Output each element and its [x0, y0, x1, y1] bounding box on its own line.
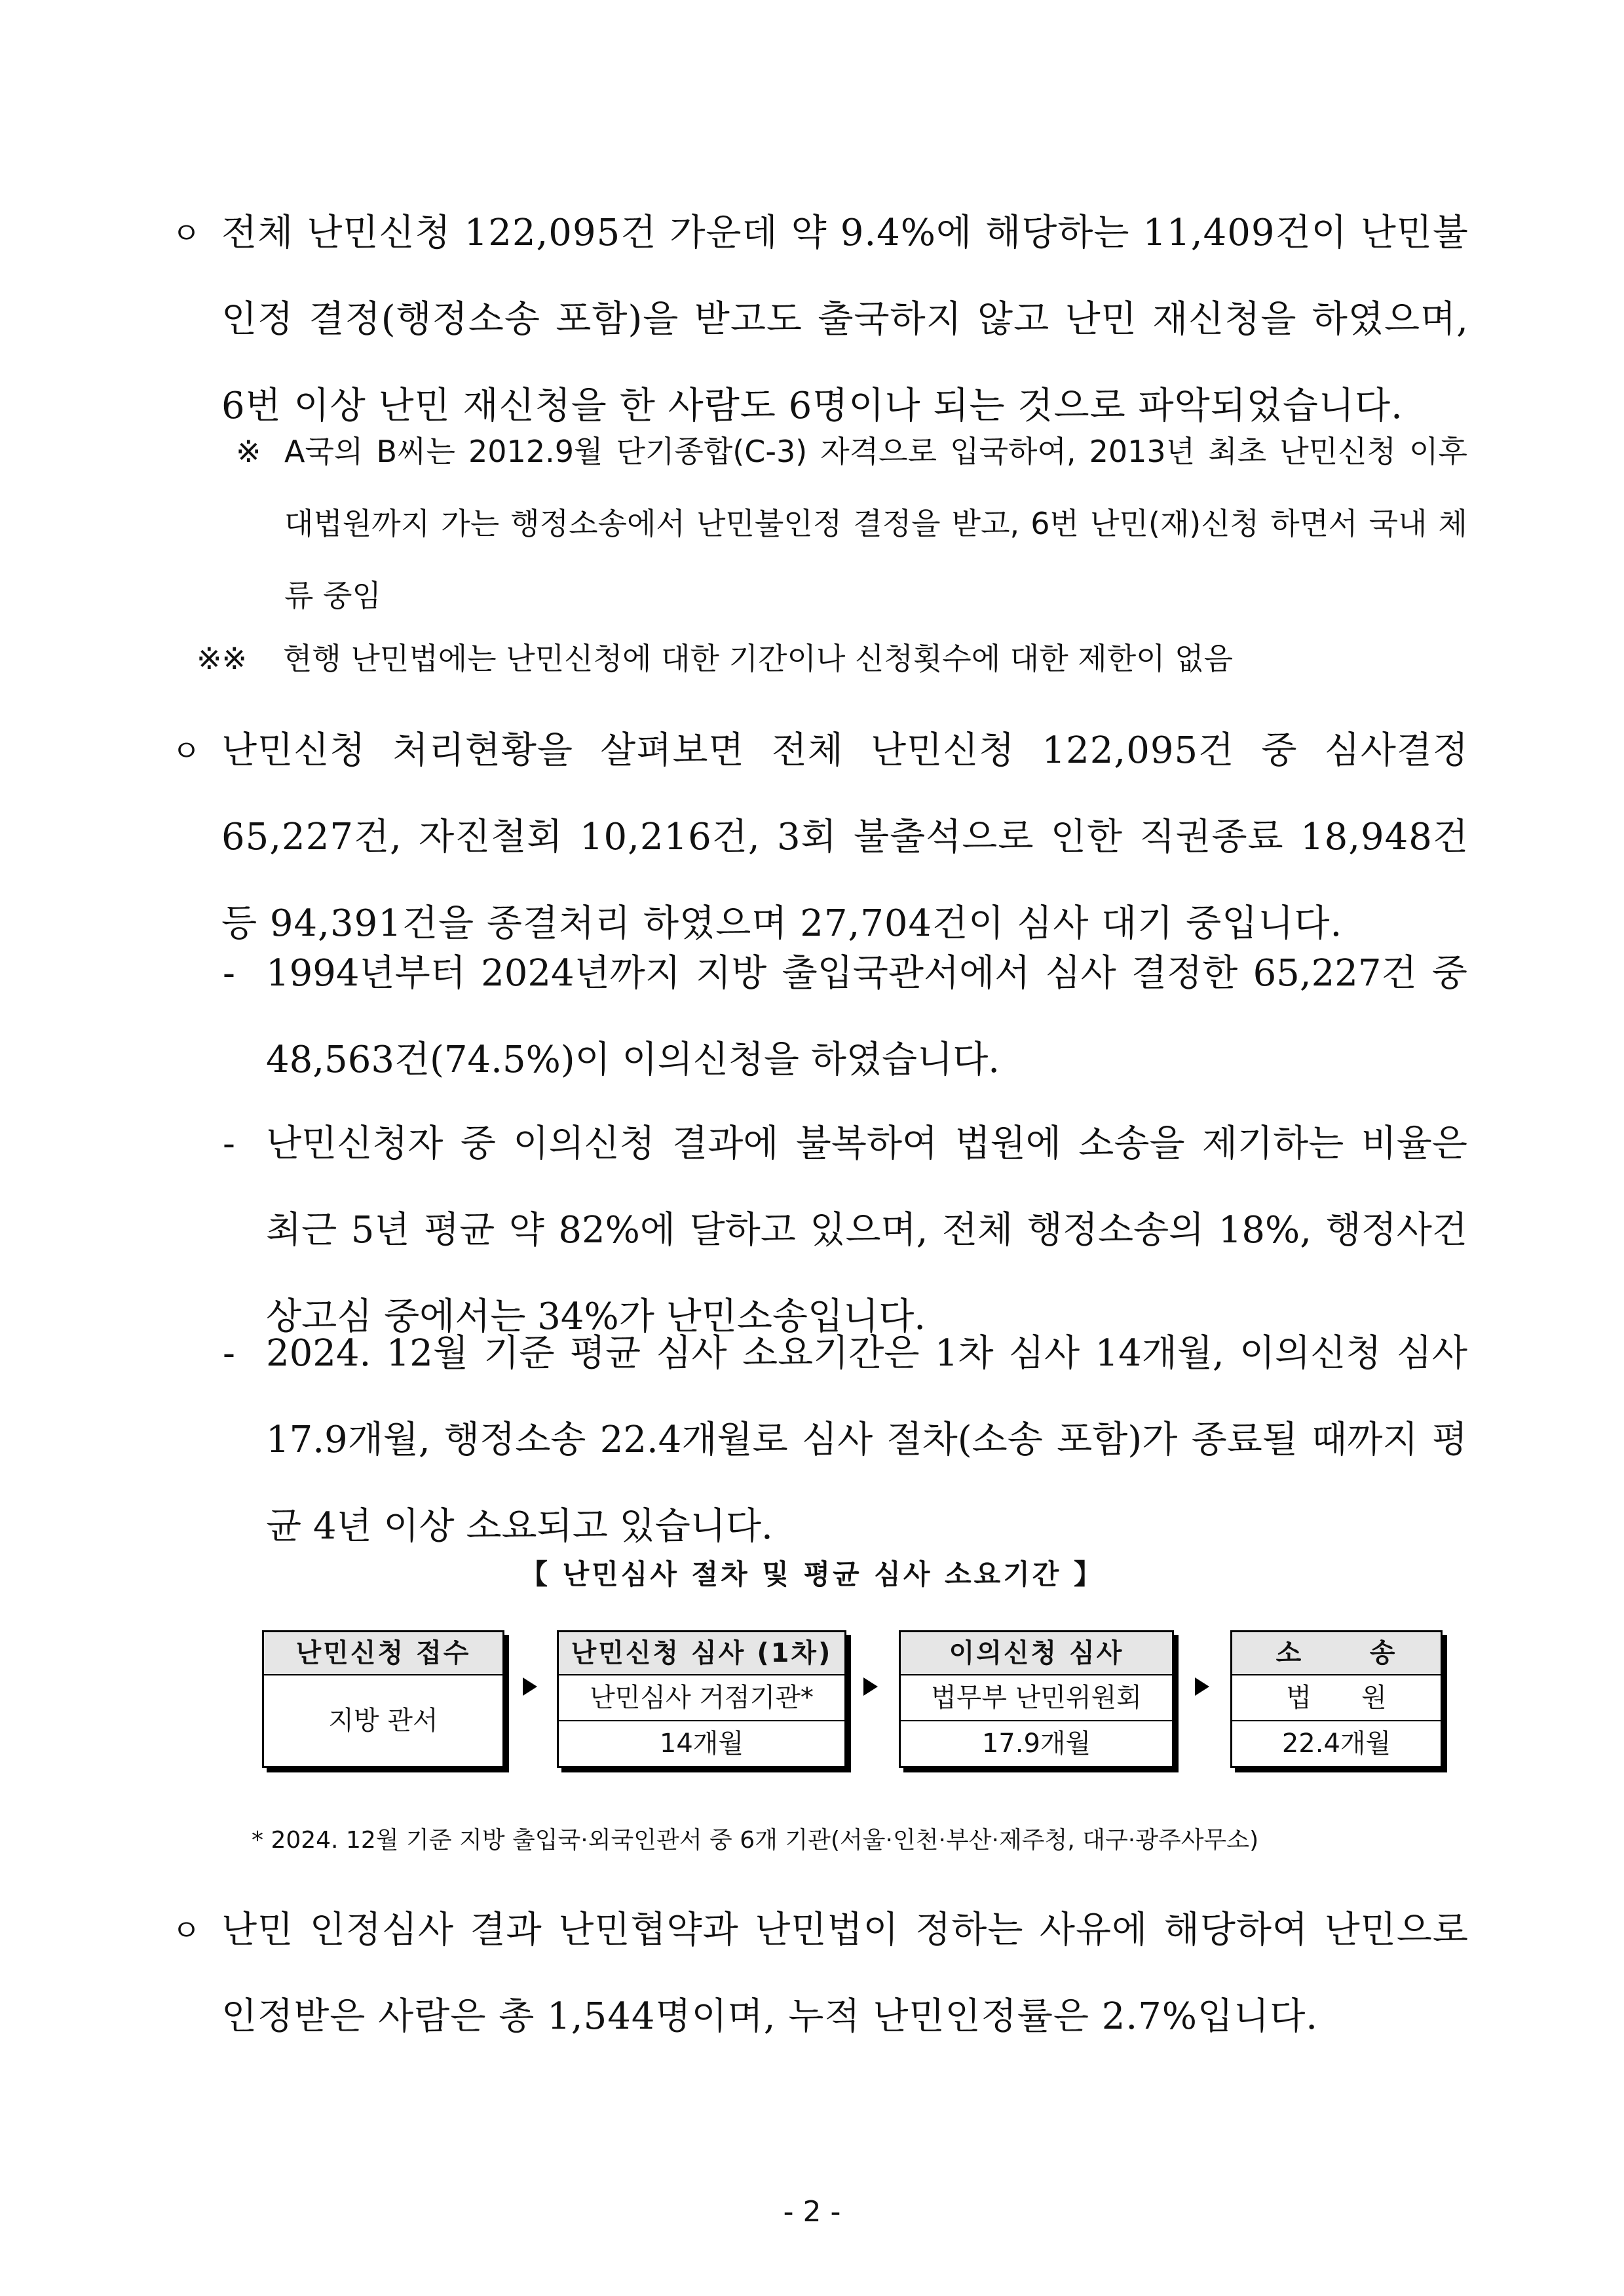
bullet-circle: ㅇ: [172, 733, 202, 769]
reference-mark: ※: [236, 434, 261, 469]
step-body: 지방 관서: [328, 1706, 438, 1736]
diagram-footnote: * 2024. 12월 기준 지방 출입국·외국인관서 중 6개 기관(서울·인천·부산·제주청, 대구·광주사무소): [252, 1827, 1259, 1854]
triangle-right-icon: [1195, 1677, 1209, 1696]
step-header: 난민신청 심사 (1차): [559, 1632, 844, 1675]
step-body: 법 원: [1286, 1683, 1387, 1713]
diagram-title: 【 난민심사 절차 및 평균 심사 소요기간 】: [520, 1558, 1104, 1590]
dash-mark: -: [223, 1332, 235, 1375]
dash-item-text: 1994년부터 2024년까지 지방 출입국관서에서 심사 결정한 65,227건 중 48,563건(74.5%)이 이의신청을 하였습니다.: [266, 952, 1467, 1081]
paragraph-text: 난민 인정심사 결과 난민협약과 난민법이 정하는 사유에 해당하여 난민으로 인정받은 사람은 총 1,544명이며, 누적 난민인정률은 2.7%입니다.: [221, 1909, 1469, 2038]
step-header: 난민신청 접수: [264, 1632, 502, 1675]
paragraph-text: 난민신청 처리현황을 살펴보면 전체 난민신청 122,095건 중 심사결정 65,227건, 자진철회 10,216건, 3회 불출석으로 인한 직권종료 18,948건 등 94,391건을 종결처리 하였으며 27,704건이 심사 대기 중입니다.: [221, 729, 1469, 945]
dash-item-text: 2024. 12월 기준 평균 심사 소요기간은 1차 심사 14개월, 이의신청 심사 17.9개월, 행정소송 22.4개월로 심사 절차(소송 포함)가 종료될 때까지 평균 4년 이상 소요되고 있습니다.: [266, 1332, 1467, 1548]
step-header: 이의신청 심사: [901, 1632, 1172, 1675]
step-box-litigation: [1230, 1630, 1443, 1768]
step-body: 난민심사 거점기관*: [590, 1683, 814, 1713]
dash-mark: -: [223, 1122, 235, 1165]
triangle-right-icon: [863, 1677, 878, 1696]
dash-item-objections: [223, 930, 1467, 1103]
dash-item-duration: [223, 1311, 1467, 1570]
triangle-right-icon: [523, 1677, 537, 1696]
paragraph-recognition-rate: [172, 1887, 1469, 2060]
paragraph-refugee-reapplication: [172, 190, 1469, 450]
step-box-application: [262, 1630, 504, 1768]
step-duration: 22.4개월: [1232, 1720, 1441, 1766]
step-duration: 17.9개월: [901, 1720, 1172, 1766]
note-text: A국의 B씨는 2012.9월 단기종합(C-3) 자격으로 입국하여, 2013년 최초 난민신청 이후 대법원까지 가는 행정소송에서 난민불인정 결정을 받고, 6번 난민(재)신청 하면서 국내 체류 중임: [284, 434, 1467, 613]
bullet-circle: ㅇ: [172, 1913, 202, 1948]
step-box-first-review: [557, 1630, 846, 1768]
note-no-limit: [197, 622, 1467, 695]
step-header: 소 송: [1232, 1632, 1441, 1675]
bullet-circle: ㅇ: [172, 216, 202, 251]
note-example-case: [236, 415, 1467, 632]
step-body: 법무부 난민위원회: [931, 1683, 1142, 1713]
step-duration: 14개월: [559, 1720, 844, 1766]
page-number: - 2 -: [783, 2195, 841, 2229]
reference-mark: ※※: [197, 641, 248, 676]
dash-mark: -: [223, 952, 235, 995]
paragraph-text: 전체 난민신청 122,095건 가운데 약 9.4%에 해당하는 11,409건이 난민불인정 결정(행정소송 포함)을 받고도 출국하지 않고 난민 재신청을 하였으며, 6번 이상 난민 재신청을 한 사람도 6명이나 되는 것으로 파악되었습니다.: [221, 212, 1469, 427]
paragraph-processing-status: [172, 708, 1469, 967]
dash-item-text: 난민신청자 중 이의신청 결과에 불복하여 법원에 소송을 제기하는 비율은 최근 5년 평균 약 82%에 달하고 있으며, 전체 행정소송의 18%, 행정사건 상고심 중에서는 34%가 난민소송입니다.: [266, 1122, 1467, 1338]
step-box-objection-review: [899, 1630, 1174, 1768]
note-text: 현행 난민법에는 난민신청에 대한 기간이나 신청횟수에 대한 제한이 없음: [283, 641, 1234, 676]
